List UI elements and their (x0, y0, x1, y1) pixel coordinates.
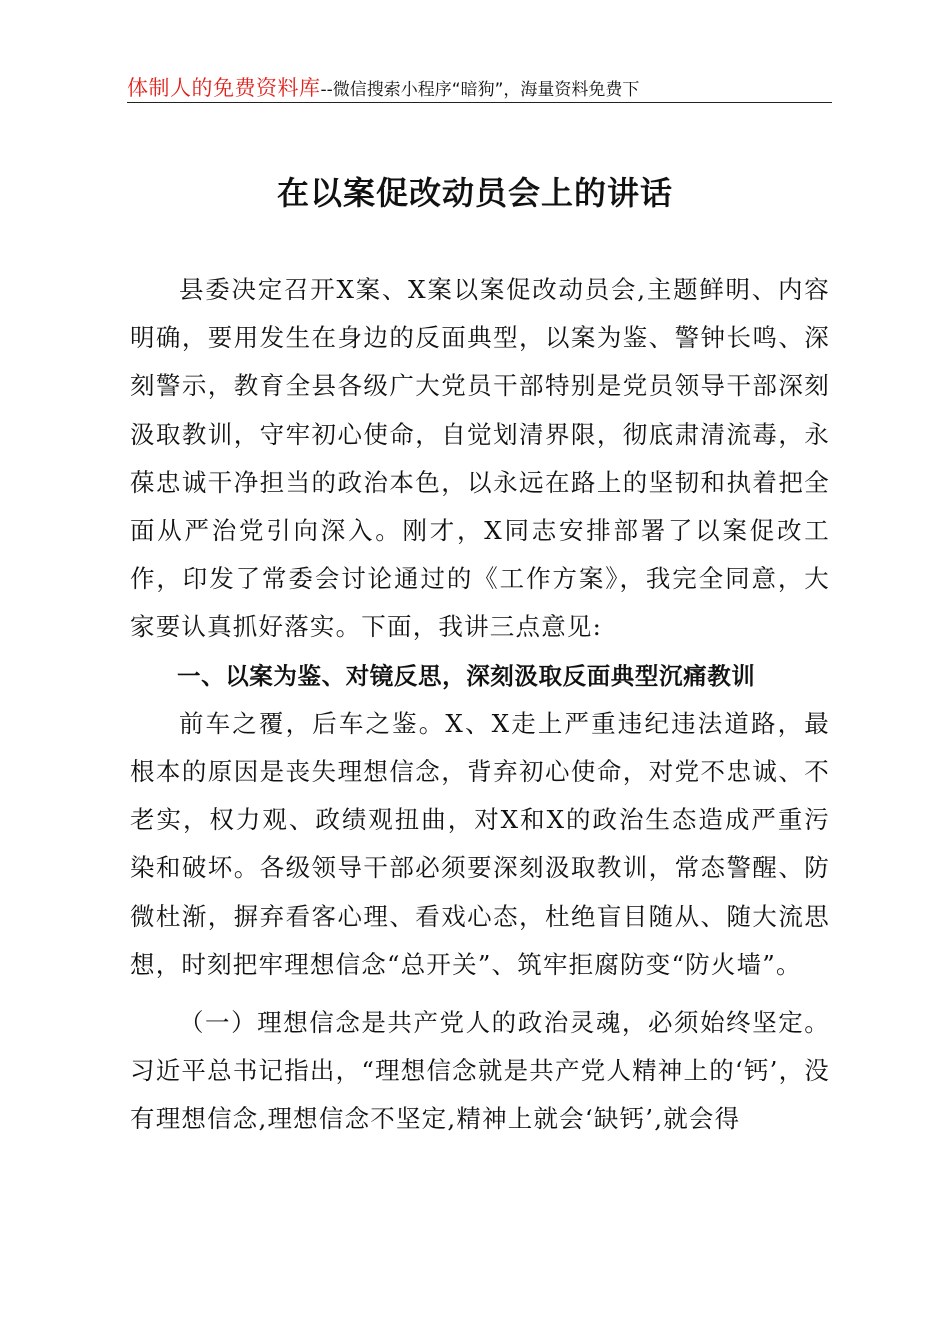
header-subtitle: --微信搜索小程序“暗狗”，海量资料免费下 (320, 80, 640, 100)
document-body (130, 266, 830, 1144)
document-title: 在以案促改动员会上的讲话 (276, 174, 673, 212)
page-header (127, 72, 832, 103)
section-heading-1: 一、以案为鉴、对镜反思，深刻汲取反面典型沉痛教训 (177, 661, 756, 690)
header-brand: 体制人的免费资料库 (127, 76, 321, 100)
paragraph-lesson: 前车之覆，后车之鉴。X、X走上严重违纪违法道路，最根本的原因是丧失理想信念，背弃初心使命，对党不忠诚、不老实，权力观、政绩观扭曲，对X和X的政治生态造成严重污染和破坏。各级领导干部必须要深刻汲取教训，常态警醒、防微杜渐，摒弃看客心理、看戏心态，杜绝盲目随从、随大流思想，时刻把牢理想信念“总开关”、筑牢拒腐防变“防火墙”。 (130, 708, 830, 979)
paragraph-intro: 县委决定召开X案、X案以案促改动员会,主题鲜明、内容明确，要用发生在身边的反面典型，以案为鉴、警钟长鸣、深刻警示，教育全县各级广大党员干部特别是党员领导干部深刻汲取教训，守牢初心使命，自觉划清界限，彻底肃清流毒，永葆忠诚干净担当的政治本色，以永远在路上的坚韧和执着把全面从严治党引向深入。刚才，X同志安排部署了以案促改工作，印发了常委会讨论通过的《工作方案》，我完全同意，大家要认真抓好落实。下面，我讲三点意见: (130, 275, 830, 642)
paragraph-subsection-1: （一）理想信念是共产党人的政治灵魂，必须始终坚定。习近平总书记指出，“理想信念就是共产党人精神上的‘钙’，没有理想信念,理想信念不坚定,精神上就会‘缺钙’,就会得 (130, 1008, 830, 1134)
